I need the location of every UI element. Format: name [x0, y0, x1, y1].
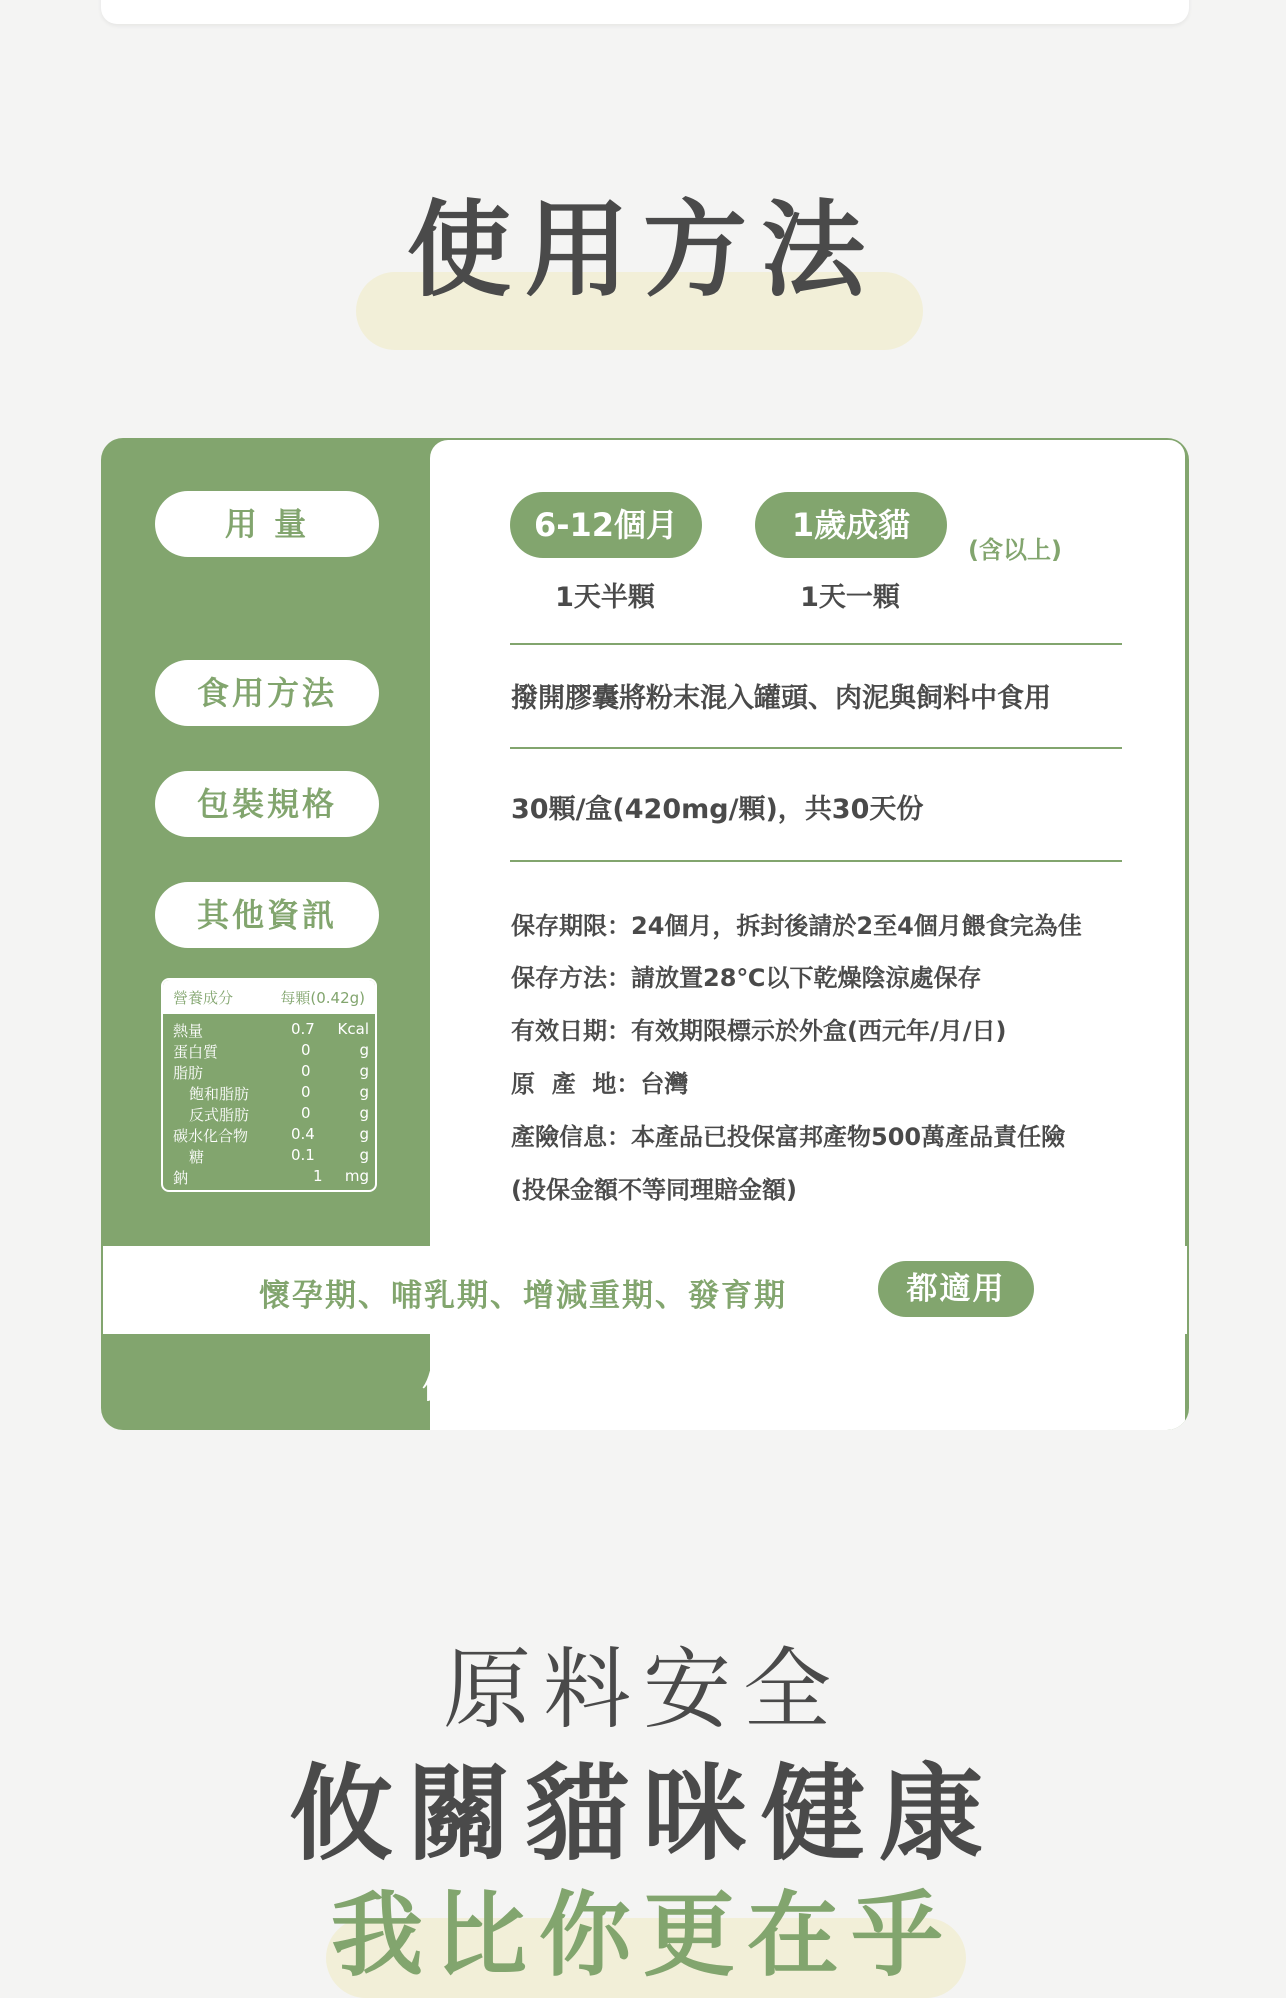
info-insurance: 產險信息：本產品已投保富邦產物500萬產品責任險: [511, 1123, 1066, 1151]
age-pill-adult: 1歲成貓: [755, 492, 947, 558]
section-title: 使用方法: [406, 189, 879, 311]
nutrition-value: 0.1: [291, 1146, 315, 1164]
nutrition-row: [173, 1146, 369, 1166]
nutrition-header: [163, 980, 375, 1014]
headline-3: 我比你更在乎: [330, 1882, 955, 1989]
nutrition-value: 0: [301, 1104, 311, 1122]
nutrition-unit: g: [359, 1125, 369, 1143]
age-pill-kitten: 6-12個月: [510, 492, 702, 558]
section-title-wrap: [0, 189, 1286, 311]
headline-1: 原料安全: [442, 1638, 843, 1741]
suitable-text: 懷孕期、哺乳期、增減重期、發育期: [259, 1278, 787, 1314]
nutrition-unit: g: [359, 1146, 369, 1164]
nutrition-value: 1: [313, 1167, 323, 1185]
nutrition-row: [173, 1083, 369, 1103]
nutrition-value: 0.7: [291, 1020, 315, 1038]
nutrition-header-left: 營養成分: [173, 989, 234, 1007]
label-dosage: 用 量: [155, 491, 379, 557]
nutrition-value: 0.4: [291, 1125, 315, 1143]
usage-text: 撥開膠囊將粉末混入罐頭、肉泥與飼料中食用: [511, 683, 1051, 714]
nutrition-row: [173, 1062, 369, 1082]
dose-kitten: 1天半顆: [555, 582, 655, 613]
nutrition-name: 碳水化合物: [173, 1127, 249, 1145]
nutrition-unit: Kcal: [337, 1020, 369, 1038]
nutrition-table: [161, 978, 377, 1192]
nutrition-row: [173, 1041, 369, 1061]
nutrition-name: 反式脂肪: [189, 1106, 250, 1124]
divider: [510, 747, 1122, 749]
label-usage: 食用方法: [155, 660, 379, 726]
nutrition-unit: g: [359, 1062, 369, 1080]
suitable-badge: 都適用: [878, 1261, 1034, 1317]
nutrition-name: 脂肪: [173, 1064, 204, 1082]
warning-text: 低於6個月 請詢問獸醫師意見: [422, 1370, 868, 1406]
top-card: [101, 0, 1189, 24]
nutrition-row: [173, 1104, 369, 1124]
nutrition-name: 熱量: [173, 1022, 204, 1040]
nutrition-value: 0: [301, 1083, 311, 1101]
label-package: 包裝規格: [155, 771, 379, 837]
package-text: 30顆/盒(420mg/顆)，共30天份: [511, 794, 924, 825]
info-origin: 原 產 地：台灣: [511, 1070, 689, 1098]
nutrition-row: [173, 1020, 369, 1040]
suitable-band: [103, 1246, 1187, 1334]
nutrition-value: 0: [301, 1062, 311, 1080]
nutrition-name: 鈉: [173, 1169, 189, 1187]
usage-card: [101, 438, 1189, 1430]
info-shelf-life: 保存期限：24個月，拆封後請於2至4個月餵食完為佳: [511, 912, 1082, 940]
nutrition-unit: g: [359, 1083, 369, 1101]
nutrition-name: 飽和脂肪: [189, 1085, 250, 1103]
divider: [510, 643, 1122, 645]
dose-adult: 1天一顆: [800, 582, 900, 613]
nutrition-unit: g: [359, 1041, 369, 1059]
nutrition-unit: g: [359, 1104, 369, 1122]
nutrition-name: 糖: [189, 1148, 205, 1166]
headline-2: 攸關貓咪健康: [288, 1753, 997, 1875]
nutrition-row: [173, 1167, 369, 1187]
nutrition-header-right: 每顆(0.42g): [280, 989, 365, 1007]
info-expiry: 有效日期：有效期限標示於外盒(西元年/月/日): [511, 1017, 1007, 1045]
nutrition-row: [173, 1125, 369, 1145]
nutrition-name: 蛋白質: [173, 1043, 219, 1061]
age-note: (含以上): [968, 536, 1062, 564]
nutrition-unit: mg: [344, 1167, 369, 1185]
info-storage: 保存方法：請放置28℃以下乾燥陰涼處保存: [511, 964, 982, 992]
info-insurance-note: (投保金額不等同理賠金額): [511, 1176, 797, 1204]
divider: [510, 860, 1122, 862]
nutrition-value: 0: [301, 1041, 311, 1059]
label-other: 其他資訊: [155, 882, 379, 948]
